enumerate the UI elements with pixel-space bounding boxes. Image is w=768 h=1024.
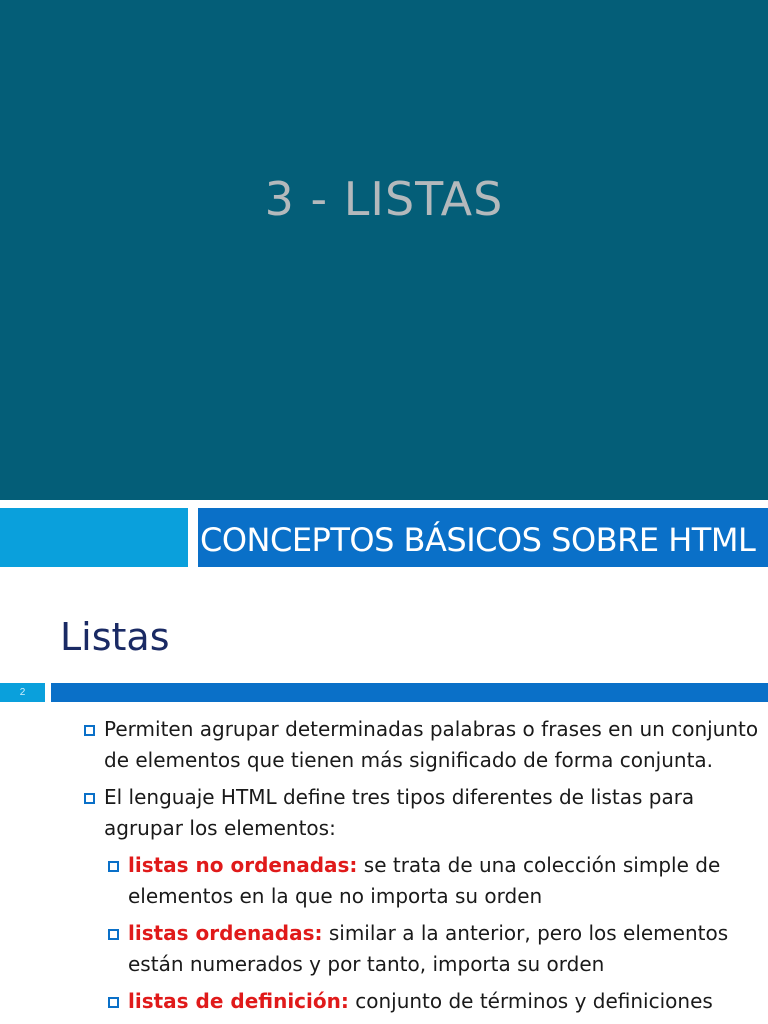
sub-bullet-item — [104, 850, 760, 912]
slide-title: 3 - LISTAS — [264, 172, 504, 226]
sub-bullet-item — [104, 918, 760, 980]
header-band-left — [0, 508, 188, 567]
slide-heading: Listas — [60, 615, 170, 659]
square-bullet-icon — [108, 929, 119, 940]
slide-separator — [0, 500, 768, 508]
bullet-item — [80, 714, 760, 776]
list-type-description: se trata de una colección simple de elementos en la que no importa su orden — [128, 853, 721, 908]
header-band-title: CONCEPTOS BÁSICOS SOBRE HTML — [200, 521, 756, 559]
page-number-badge: 2 — [0, 683, 45, 702]
square-bullet-icon — [84, 725, 95, 736]
list-type-term: listas no ordenadas: — [128, 853, 358, 877]
list-type-description: similar a la anterior, pero los elementos están numerados y por tanto, importa su orden — [128, 921, 729, 976]
bullet-text: El lenguaje HTML define tres tipos diferentes de listas para agrupar los elementos: — [104, 785, 695, 840]
slide-content — [80, 714, 760, 1023]
list-type-term: listas de definición: — [128, 989, 349, 1013]
slide-1 — [0, 0, 768, 500]
list-type-term: listas ordenadas: — [128, 921, 323, 945]
square-bullet-icon — [108, 997, 119, 1008]
square-bullet-icon — [108, 861, 119, 872]
divider-bar — [51, 683, 768, 702]
bullet-item — [80, 782, 760, 844]
sub-bullet-item — [104, 986, 760, 1017]
square-bullet-icon — [84, 793, 95, 804]
bullet-text: Permiten agrupar determinadas palabras o frases en un conjunto de elementos que tienen más significado de forma conjunta. — [104, 717, 759, 772]
list-type-description: conjunto de términos y definiciones — [348, 989, 713, 1013]
